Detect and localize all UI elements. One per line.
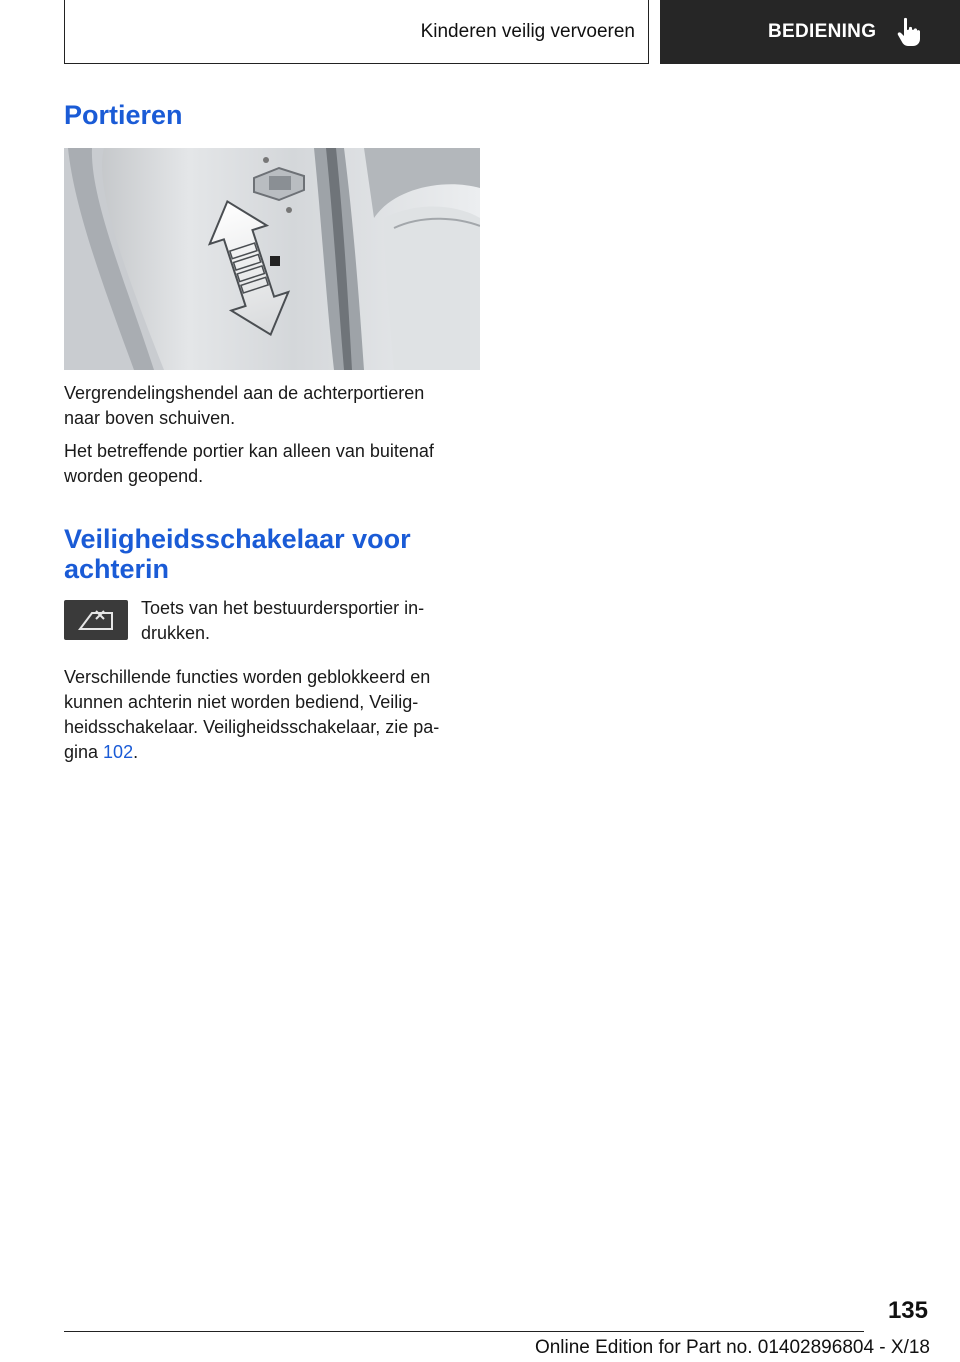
door-child-lock-illustration xyxy=(64,148,480,370)
page-number: 135 xyxy=(887,1297,928,1324)
paragraph-lever: Vergrendelingshendel aan de achterportieren naar boven schuiven. xyxy=(64,383,425,428)
paragraph-opening: Het betreffende portier kan alleen van buitenaf worden geopend. xyxy=(64,441,434,486)
paragraph-functions-blocked-text: Verschillende functies worden geblokkeerd en kunnen achterin niet worden bediend, Veilig heidsschakelaar. Veiligheidsschakelaar, zie pa gina xyxy=(64,667,440,762)
header-section-box xyxy=(64,0,649,64)
footer-divider xyxy=(64,1331,864,1332)
section-heading-safety-switch: Veiligheidsschakelaar voor achterin xyxy=(64,524,411,584)
window-lock-button-icon xyxy=(64,600,128,640)
page-reference-link[interactable]: 102 xyxy=(103,742,134,762)
header-chapter-label: BEDIENING xyxy=(768,21,877,42)
section-heading-portieren: Portieren xyxy=(64,100,183,130)
key-instruction-text: Toets van het bestuurdersportier in drukken. xyxy=(141,598,425,643)
header-chapter-box xyxy=(660,0,960,64)
paragraph-period: . xyxy=(133,742,139,762)
pointing-hand-icon xyxy=(896,17,922,47)
header-section-title: Kinderen veilig vervoeren xyxy=(420,20,635,42)
paragraph-functions-blocked xyxy=(64,665,464,765)
footer-edition-text: Online Edition for Part no. 01402896804 - X/18 xyxy=(534,1337,930,1358)
